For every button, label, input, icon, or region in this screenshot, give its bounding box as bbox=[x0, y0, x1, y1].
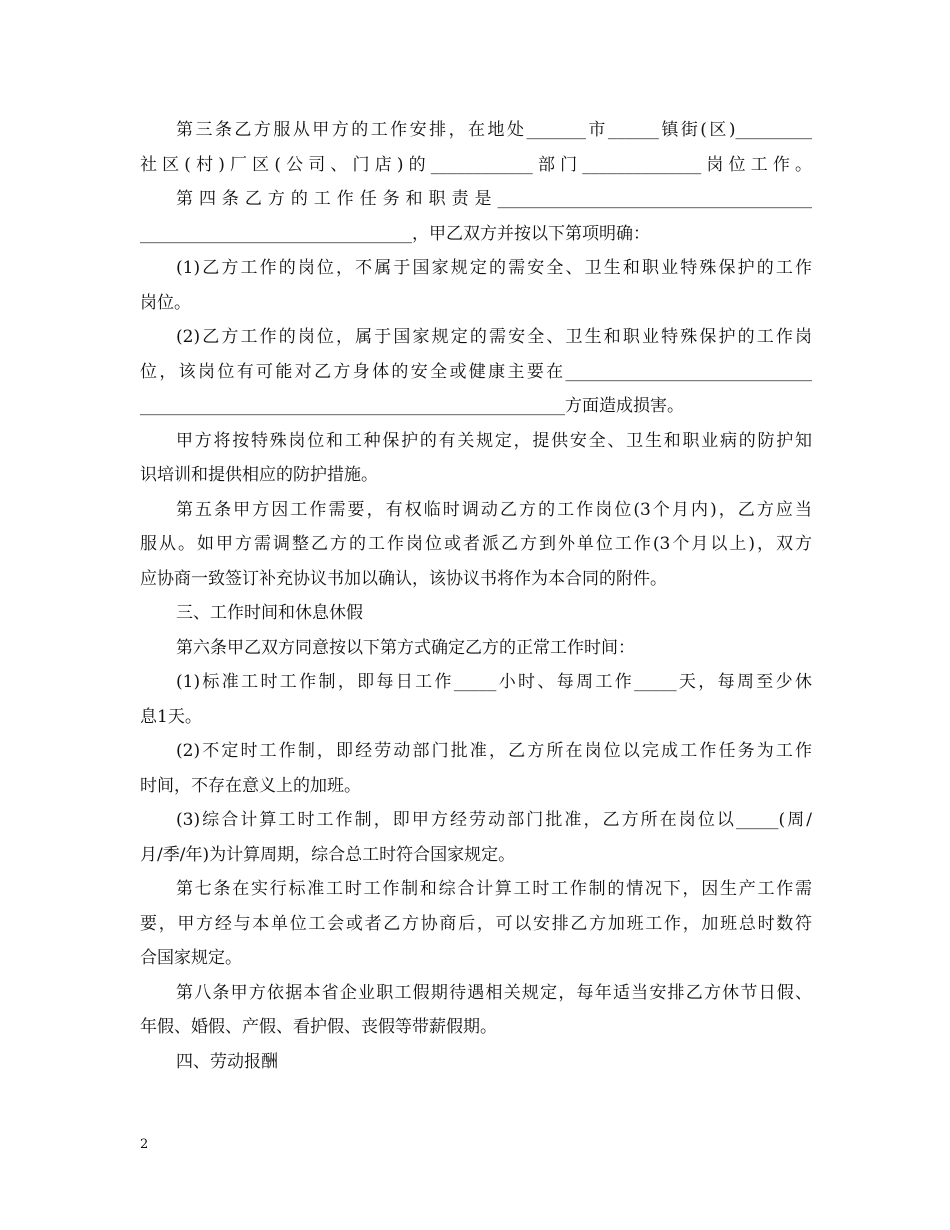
text-line: 第五条甲方因工作需要，有权临时调动乙方的工作岗位(3个月内)，乙方应当 bbox=[176, 499, 812, 520]
text-line: 识培训和提供相应的防护措施。 bbox=[140, 465, 378, 485]
text-line: 第四条乙方的工作任务和职责是_____________________________________ bbox=[176, 189, 812, 209]
text-line: 位，该岗位有可能对乙方身体的安全或健康主要在_____________________________ bbox=[140, 361, 812, 382]
text-line: (2)不定时工作制，即经劳动部门批准，乙方所在岗位以完成工作任务为工作 bbox=[176, 741, 812, 761]
text-line: __________________________________________________方面造成损害。 bbox=[140, 396, 684, 416]
text-line: 岗位。 bbox=[140, 292, 191, 313]
text-line: 第七条在实行标准工时工作制和综合计算工时工作制的情况下，因生产工作需 bbox=[176, 879, 812, 899]
text-line: 年假、婚假、产假、看护假、丧假等带薪假期。 bbox=[140, 1017, 497, 1037]
page-number: 2 bbox=[140, 1137, 149, 1152]
text-line: 息1天。 bbox=[140, 706, 202, 727]
text-line: (1)标准工时工作制，即每日工作_____小时、每周工作_____天，每周至少休 bbox=[176, 672, 812, 692]
text-line: ________________________________，甲乙双方并按以下第项明确： bbox=[140, 223, 650, 244]
text-line: 合国家规定。 bbox=[140, 948, 242, 968]
document-body bbox=[140, 113, 812, 1079]
text-line: 第六条甲乙双方同意按以下第方式确定乙方的正常工作时间： bbox=[176, 637, 635, 658]
text-line: 月/季/年)为计算周期，综合总工时符合国家规定。 bbox=[140, 844, 516, 865]
text-line: 要，甲方经与本单位工会或者乙方协商后，可以安排乙方加班工作，加班总时数符 bbox=[140, 913, 812, 934]
text-line: (1)乙方工作的岗位，不属于国家规定的需安全、卫生和职业特殊保护的工作 bbox=[176, 258, 812, 278]
text-line: 第八条甲方依据本省企业职工假期待遇相关规定，每年适当安排乙方休节日假、 bbox=[176, 982, 812, 1003]
section-heading: 四、劳动报酬 bbox=[176, 1051, 278, 1072]
text-line: 时间，不存在意义上的加班。 bbox=[140, 775, 361, 796]
text-line: 服从。如甲方需调整乙方的工作岗位或者派乙方到外单位工作(3个月以上)，双方 bbox=[140, 534, 812, 554]
section-heading: 三、工作时间和休息休假 bbox=[176, 603, 363, 623]
text-line: 第三条乙方服从甲方的工作安排，在地处_______市______镇街(区)_________ bbox=[176, 120, 812, 140]
text-line: 甲方将按特殊岗位和工种保护的有关规定，提供安全、卫生和职业病的防护知 bbox=[176, 430, 812, 451]
text-line: 应协商一致签订补充协议书加以确认，该协议书将作为本合同的附件。 bbox=[140, 568, 667, 589]
text-line: 社区(村)厂区(公司、门店)的____________部门______________岗位工作。 bbox=[140, 154, 812, 175]
text-line: (2)乙方工作的岗位，属于国家规定的需安全、卫生和职业特殊保护的工作岗 bbox=[176, 327, 812, 347]
text-line: (3)综合计算工时工作制，即甲方经劳动部门批准，乙方所在岗位以_____(周/ bbox=[176, 810, 812, 830]
